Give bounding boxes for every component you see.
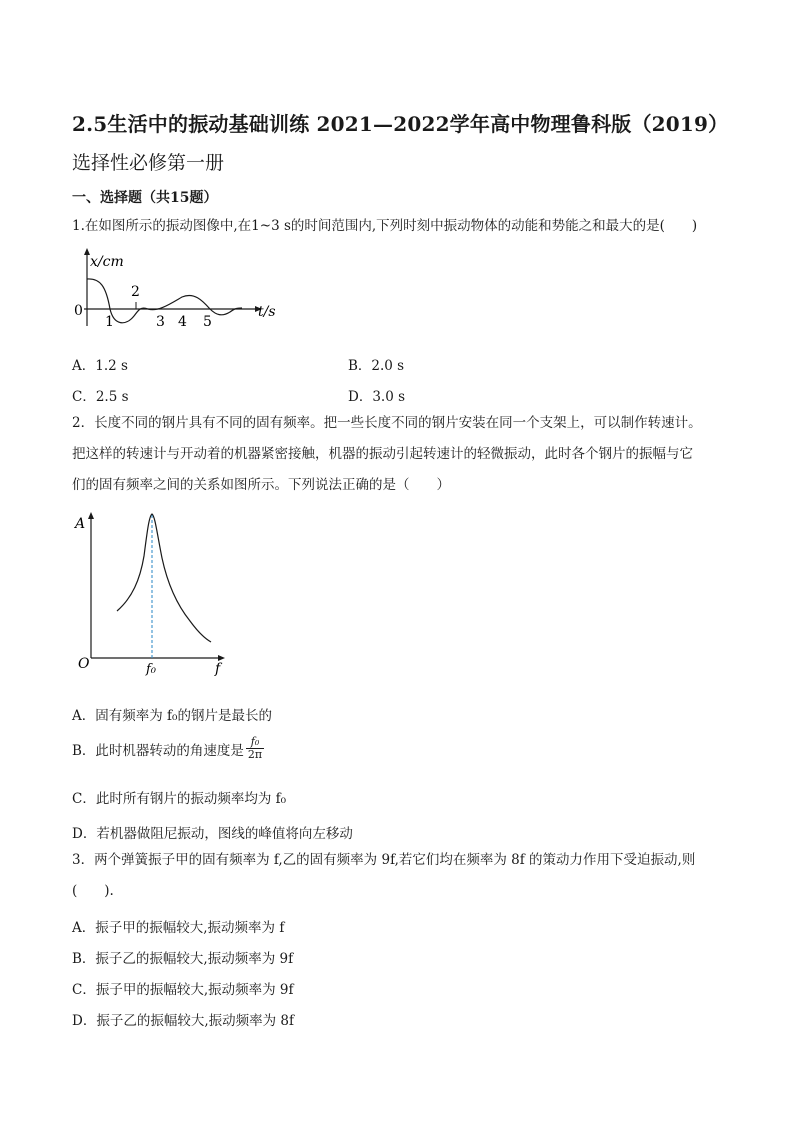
q2-option-b — [72, 736, 264, 761]
question-2-stem-line-2: 把这样的转速计与开动着的机器紧密接触，机器的振动引起转速计的轻微振动，此时各个钢片的振幅与它 — [72, 446, 693, 462]
q2-option-b-fraction — [246, 736, 264, 761]
question-2-stem-line-1: 2．长度不同的钢片具有不同的固有频率。把一些长度不同的钢片安装在同一个支架上，可以制作转速计。 — [72, 415, 702, 431]
q3-option-c: C．振子甲的振幅较大,振动频率为 9f — [72, 982, 294, 998]
question-2-stem-line-3: 们的固有频率之间的关系如图所示。下列说法正确的是（ ） — [72, 477, 450, 493]
q1-option-b: B．2.0 s — [348, 358, 405, 374]
page-title: 2.5生活中的振动基础训练 2021—2022学年高中物理鲁科版（2019） — [72, 112, 729, 136]
q1-option-a: A．1.2 s — [72, 358, 128, 374]
question-3-stem-line-1: 3．两个弹簧振子甲的固有频率为 f,乙的固有频率为 9f,若它们均在频率为 8f 的策动力作用下受迫振动,则 — [72, 852, 696, 868]
vibration-graph — [70, 246, 290, 330]
question-3-stem-line-2: ( ). — [72, 883, 114, 899]
tick-label-1: 1 — [105, 314, 114, 330]
graph2-y-arrow — [88, 512, 94, 519]
tick-label-4: 4 — [178, 314, 187, 330]
section-heading: 一、选择题（共15题） — [72, 190, 218, 206]
q2-option-b-text: B．此时机器转动的角速度是 — [72, 742, 244, 759]
q3-option-a: A．振子甲的振幅较大,振动频率为 f — [72, 920, 285, 936]
q2-option-c: C．此时所有钢片的振动频率均为 f₀ — [72, 791, 287, 807]
graph2-x-label: f — [215, 661, 221, 677]
graph-origin-label: 0 — [74, 303, 83, 319]
tick-label-3: 3 — [156, 314, 165, 330]
graph-y-label: x/cm — [90, 254, 124, 270]
q3-option-d: D．振子乙的振幅较大,振动频率为 8f — [72, 1013, 294, 1029]
fraction-numerator: f₀ — [246, 736, 264, 749]
tick-label-5: 5 — [203, 314, 212, 330]
f0-label: f₀ — [146, 662, 157, 677]
graph-x-label: t/s — [258, 304, 276, 320]
question-1-stem: 1.在如图所示的振动图像中,在1~3 s的时间范围内,下列时刻中振动物体的动能和势能之和最大的是( ) — [72, 218, 698, 234]
q1-option-d: D．3.0 s — [348, 389, 406, 405]
fraction-denominator: 2π — [247, 748, 263, 762]
q2-option-d: D．若机器做阻尼振动，图线的峰值将向左移动 — [72, 826, 353, 842]
graph2-origin-label: O — [78, 656, 90, 672]
tick-label-2: 2 — [131, 284, 140, 300]
resonance-curve — [117, 514, 211, 642]
q2-option-a: A．固有频率为 f₀的钢片是最长的 — [72, 708, 272, 724]
q1-option-c: C．2.5 s — [72, 389, 129, 405]
graph2-y-label: A — [75, 516, 86, 532]
resonance-curve-graph — [70, 508, 240, 680]
q3-option-b: B．振子乙的振幅较大,振动频率为 9f — [72, 951, 294, 967]
page-subtitle: 选择性必修第一册 — [72, 152, 225, 174]
